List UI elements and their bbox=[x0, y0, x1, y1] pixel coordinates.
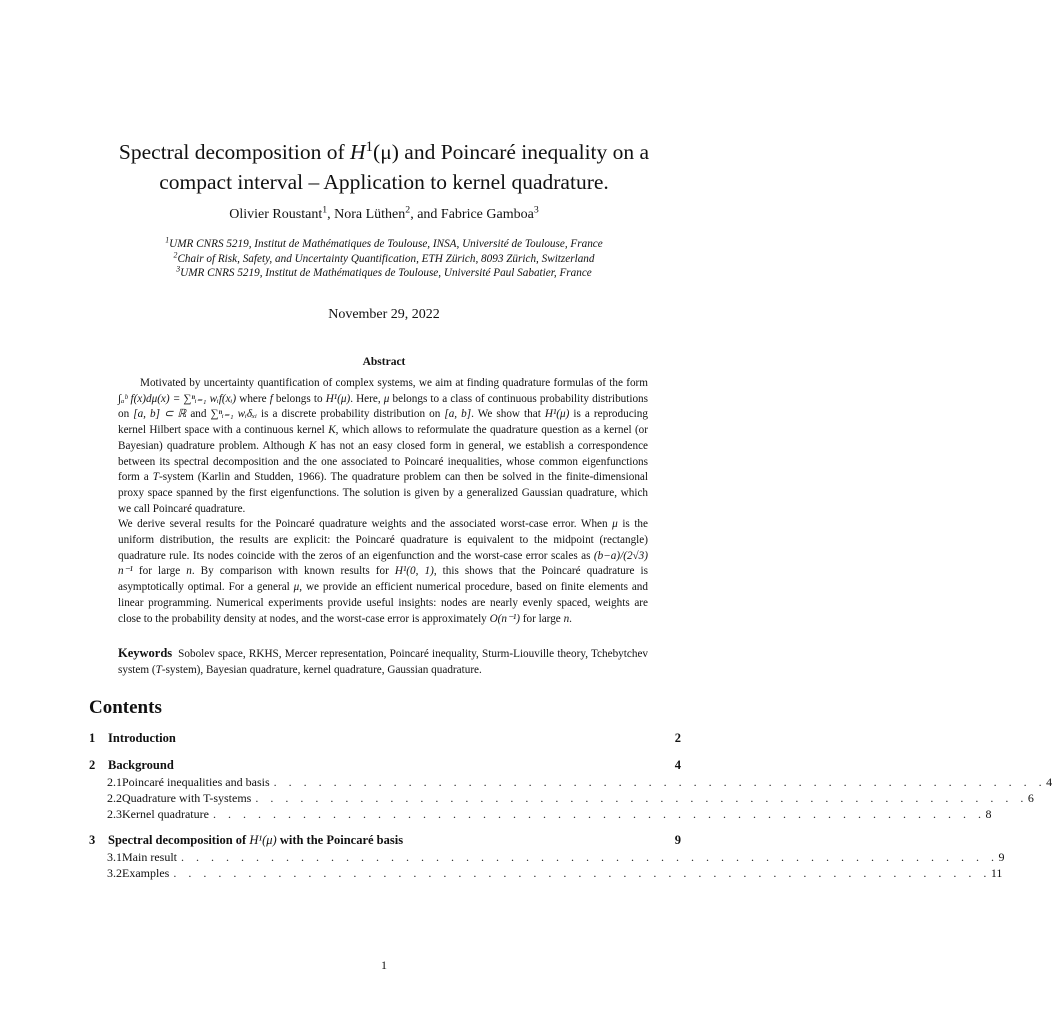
publication-date: November 29, 2022 bbox=[328, 307, 440, 322]
toc-section-introduction[interactable]: 1 Introduction 2 bbox=[89, 731, 681, 745]
abstract-heading: Abstract bbox=[362, 356, 406, 368]
affiliation-list bbox=[60, 237, 708, 281]
toc-subsection[interactable]: 2.1 Poincaré inequalities and basis . . . . . . . . . . . . . . . . . . . . . . . . . . . . . . . . . . . . . . . . . . . . . . . . . . . . 4 bbox=[107, 775, 1052, 789]
table-of-contents bbox=[89, 731, 1052, 882]
contents-heading: Contents bbox=[89, 697, 162, 718]
toc-subsection[interactable]: 3.1 Main result . . . . . . . . . . . . . . . . . . . . . . . . . . . . . . . . . . . . . . . . . . . . . . . . . . . . . . . 9 bbox=[107, 850, 1005, 864]
toc-subsection[interactable]: 2.3 Kernel quadrature . . . . . . . . . . . . . . . . . . . . . . . . . . . . . . . . . . . . . . . . . . . . . . . . . . . . 8 bbox=[107, 807, 992, 821]
affiliation-2: $^2$Chair of Risk, Safety, and Uncertainty Quantification, ETH Zürich, 8093 Zürich, Switzerland bbox=[173, 249, 595, 265]
page-number: 1 bbox=[381, 958, 387, 972]
affiliation-1: $^1$UMR CNRS 5219, Institut de Mathématiques de Toulouse, INSA, Université de Toulouse, France bbox=[165, 235, 603, 250]
keywords: Keywords Sobolev space, RKHS, Mercer representation, Poincaré inequality, Sturm-Liouville theory, Tchebytchev system (T-system), Bayesian quadrature, kernel quadrature, Gaussian quadrature. bbox=[118, 646, 648, 676]
abstract-paragraph-1: Motivated by uncertainty quantification of complex systems, we aim at finding quadrature formulas of the form ∫ₐᵇ f(x)dμ(x) = ∑ⁿᵢ₌₁ wᵢf(xᵢ) where f belongs to H¹(μ). Here, μ belongs to a class of continuous probability distributions on [a, b] ⊂ ℝ and ∑ⁿᵢ₌₁ wᵢδₓᵢ is a discrete probability distribution on [a, b]. We show that H¹(μ) is a reproducing kernel Hilbert space with a continuous kernel K, which allows to reformulate the quadrature question as a kernel (or Bayesian) quadrature problem. Although K has not an easy closed form in general, we establish a correspondence between its spectral decomposition and the one associated to Poincaré inequalities, whose common eigenfunctions form a T-system (Karlin and Studden, 1966). The quadrature problem can then be solved in the finite-dimensional proxy space spanned by the first eigenfunctions. The solution is given by a generalized Gaussian quadrature, which we call Poincaré quadrature. bbox=[118, 377, 649, 515]
toc-section-spectral-decomposition[interactable]: 3 Spectral decomposition of H¹(μ) with the Poincaré basis 9 bbox=[89, 833, 681, 847]
toc-section-background[interactable]: 2 Background 4 bbox=[89, 758, 681, 772]
toc-subsection[interactable]: 2.2 Quadrature with T-systems . . . . . . . . . . . . . . . . . . . . . . . . . . . . . . . . . . . . . . . . . . . . . . . . . . . . 6 bbox=[107, 791, 1034, 805]
abstract-body bbox=[118, 376, 648, 627]
affiliation-3: $^3$UMR CNRS 5219, Institut de Mathématiques de Toulouse, Université Paul Sabatier, France bbox=[176, 264, 592, 279]
keywords-label: Keywords bbox=[118, 646, 173, 660]
abstract-paragraph-2: We derive several results for the Poincaré quadrature weights and the associated worst-case error. When μ is the uniform distribution, the results are explicit: the Poincaré quadrature is equivalent to the midpoint (rectangle) quadrature rule. Its nodes coincide with the zeros of an eigenfunction and the worst-case error scales as (b−a)/(2√3) n⁻¹ for large n. By comparison with known results for H¹(0, 1), this shows that the Poincaré quadrature is asymptotically optimal. For a general μ, we provide an efficient numerical procedure, based on finite elements and linear programming. Numerical experiments provide useful insights: nodes are nearly evenly spaced, weights are close to the probability density at nodes, and the worst-case error is approximately O(n⁻¹) for large n. bbox=[118, 518, 649, 625]
paper-title: Spectral decomposition of $H^1(\mu)$ and Poincaré inequality on a compact interval – Application to kernel quadrature. bbox=[118, 138, 650, 194]
author-list: Olivier Roustant$^1$, Nora Lüthen$^2$, and Fabrice Gamboa$^3$ bbox=[229, 204, 539, 222]
toc-subsection[interactable]: 3.2 Examples . . . . . . . . . . . . . . . . . . . . . . . . . . . . . . . . . . . . . . . . . . . . . . . . . . . . . . . 11 bbox=[107, 866, 1003, 880]
